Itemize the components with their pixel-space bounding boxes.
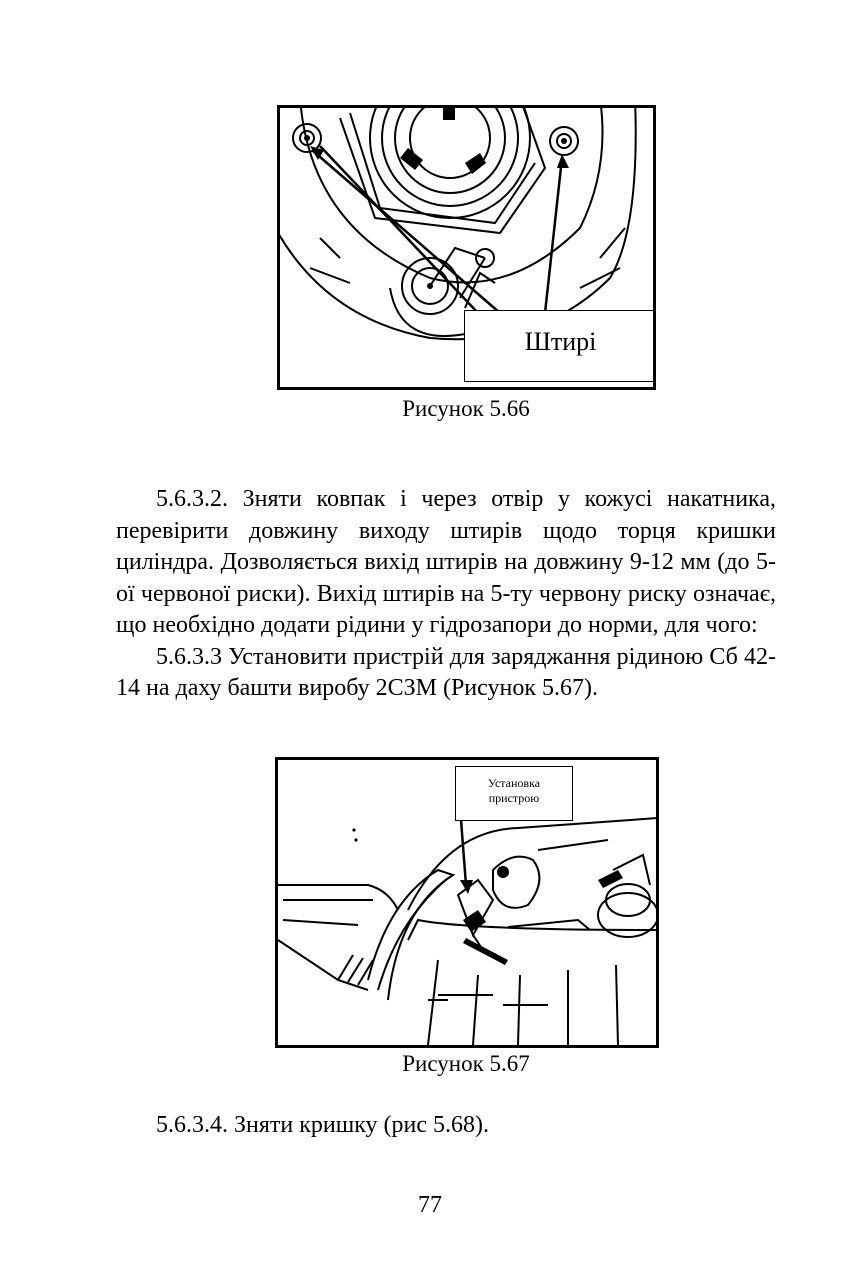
page-number: 77 [418, 1192, 442, 1218]
figure-5-67-label-line2: пристрою [488, 791, 540, 805]
figure-5-67-caption: Рисунок 5.67 [402, 1051, 530, 1076]
figure-5-66 [277, 105, 656, 390]
paragraph-5-6-3-3: 5.6.3.3 Установити пристрій для заряджання рідиною Сб 42-14 на даху башти виробу 2СЗМ (Рисунок 5.67). [116, 643, 776, 701]
figure-5-66-label: Штирі [524, 327, 597, 356]
figure-5-67 [275, 757, 659, 1048]
step-5-6-3-4: 5.6.3.4. Зняти кришку (рис 5.68). [156, 1112, 490, 1138]
figure-5-67-label-line1: Установка [487, 776, 541, 790]
figure-5-67-label-box [455, 766, 573, 821]
paragraph-5-6-3-2: 5.6.3.2. Зняти ковпак і через отвір у кожусі накатника, перевірити довжину виходу штирів щодо торця кришки циліндра. Дозволяється вихід штирів на довжину 9-12 мм (до 5-ої червоної риски). Вихід штирів на 5-ту червону риску означає, що необхідно додати рідини у гідрозапори до норми, для чого: [116, 486, 776, 638]
body-text [116, 484, 776, 705]
figure-5-66-caption: Рисунок 5.66 [402, 396, 530, 421]
figure-5-66-label-box [464, 310, 656, 382]
